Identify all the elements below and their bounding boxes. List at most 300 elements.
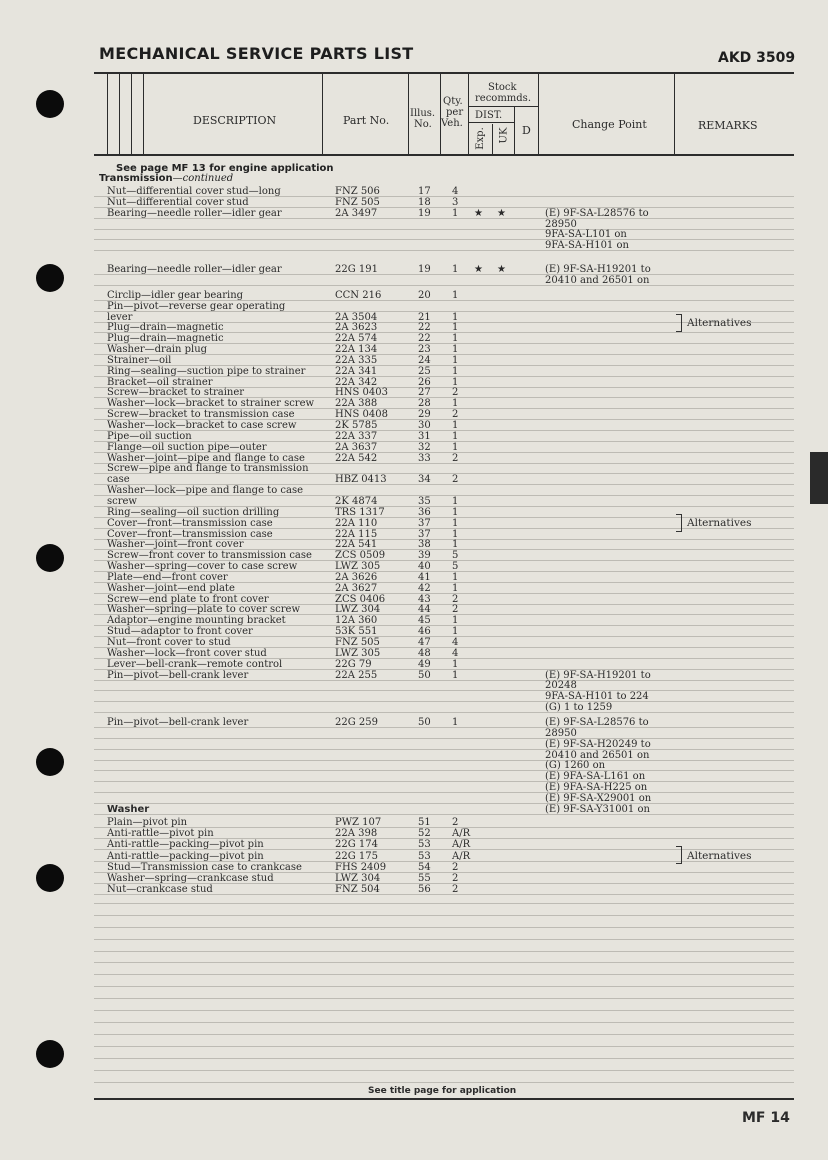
part-description: Nut—front cover to stud: [107, 637, 231, 648]
part-description: Screw—pipe and flange to transmission: [107, 463, 309, 475]
blank-rule: [94, 1070, 794, 1071]
blank-rule: [94, 939, 794, 940]
change-point: (E) 9F-SA-H20249 to: [545, 738, 651, 750]
column-divider: [119, 74, 120, 154]
part-number: 22G 79: [335, 658, 372, 670]
part-number: 2K 5785: [335, 420, 378, 431]
part-number: 2K 4874: [335, 495, 378, 507]
part-description: Flange—oil suction pipe—outer: [107, 441, 267, 453]
table-row: [0, 670, 828, 681]
quantity-per-vehicle: 1: [452, 333, 459, 345]
alternatives-remark: Alternatives: [687, 517, 752, 529]
part-description: Washer—lock—pipe and flange to case: [107, 485, 304, 497]
header-top-rule: [94, 72, 794, 74]
quantity-per-vehicle: 5: [452, 561, 459, 573]
part-description: Screw—end plate to front cover: [107, 593, 269, 605]
blank-rule: [94, 903, 794, 904]
illustration-number: 43: [418, 593, 431, 605]
table-row: [0, 691, 828, 702]
table-row: [0, 463, 828, 474]
footer-application-note: See title page for application: [368, 1086, 517, 1096]
table-row: [0, 702, 828, 713]
page-title: MECHANICAL SERVICE PARTS LIST: [99, 44, 414, 63]
illustration-number: 24: [418, 354, 431, 366]
table-row: [0, 442, 828, 453]
part-number: PWZ 107: [335, 817, 382, 828]
part-description: lever: [107, 311, 133, 323]
part-description: Stud—adaptor to front cover: [107, 626, 253, 638]
table-row: [0, 377, 828, 388]
quantity-per-vehicle: 1: [452, 264, 459, 276]
col-header-qty-per: per: [446, 107, 464, 118]
table-row: [0, 453, 828, 464]
quantity-per-vehicle: A/R: [452, 828, 471, 840]
quantity-per-vehicle: 1: [452, 669, 459, 681]
change-point: (E) 9F-SA-H19201 to: [545, 264, 651, 276]
quantity-per-vehicle: 1: [452, 289, 459, 301]
part-description: Washer—spring—plate to cover screw: [107, 604, 301, 616]
footer-rule: [94, 1098, 794, 1100]
part-number: 22G 191: [335, 264, 378, 276]
part-number: 2A 3627: [335, 582, 378, 594]
illustration-number: 36: [418, 506, 431, 518]
binder-hole: [36, 1040, 64, 1068]
row-rule: [94, 712, 794, 713]
blank-rule: [94, 962, 794, 963]
part-number: TRS 1317: [335, 506, 385, 518]
quantity-per-vehicle: 2: [452, 452, 459, 464]
col-header-remarks: REMARKS: [698, 119, 758, 132]
table-row: [0, 615, 828, 626]
table-row: [0, 496, 828, 507]
illustration-number: 27: [418, 387, 431, 399]
part-number: 22A 134: [335, 344, 378, 356]
dist-subrule: [468, 122, 514, 123]
part-description: Anti-rattle—packing—pivot pin: [107, 839, 264, 851]
column-divider: [131, 74, 132, 154]
table-row: [0, 219, 828, 230]
change-point: (G) 1 to 1259: [545, 702, 613, 714]
quantity-per-vehicle: 1: [452, 626, 459, 638]
part-description: Nut—differential cover stud: [107, 196, 249, 208]
table-row: [0, 229, 828, 240]
table-row: [0, 828, 828, 839]
table-row: [0, 550, 828, 561]
part-description: Nut—differential cover stud—long: [107, 186, 281, 197]
col-header-qty-veh: Veh.: [441, 118, 463, 129]
part-number: LWZ 305: [335, 561, 381, 573]
quantity-per-vehicle: 1: [452, 716, 459, 728]
quantity-per-vehicle: A/R: [452, 850, 471, 862]
illustration-number: 22: [418, 322, 431, 334]
quantity-per-vehicle: 1: [452, 528, 459, 540]
part-number: 22G 259: [335, 716, 378, 728]
illustration-number: 39: [418, 550, 431, 562]
col-header-d: D: [522, 124, 531, 137]
part-number: FNZ 505: [335, 196, 380, 208]
quantity-per-vehicle: 3: [452, 196, 459, 208]
illustration-number: 49: [418, 658, 431, 670]
part-description: Washer—spring—crankcase stud: [107, 873, 274, 884]
part-number: 53K 551: [335, 626, 378, 638]
alternatives-bracket: [676, 846, 682, 864]
table-row: [0, 539, 828, 550]
change-point: (E) 9F-SA-Y31001 on: [545, 803, 650, 815]
part-description: Anti-rattle—packing—pivot pin: [107, 850, 264, 862]
alternatives-remark: Alternatives: [687, 850, 752, 862]
table-row: [0, 275, 828, 286]
col-header-qty: Qty.: [443, 96, 463, 107]
table-row: [0, 431, 828, 442]
col-header-stock: Stock: [488, 82, 517, 93]
quantity-per-vehicle: 1: [452, 430, 459, 442]
quantity-per-vehicle: 1: [452, 441, 459, 453]
blank-rule: [94, 951, 794, 952]
illustration-number: 46: [418, 626, 431, 638]
quantity-per-vehicle: 2: [452, 604, 459, 616]
col-header-illus: Illus.: [410, 108, 436, 119]
quantity-per-vehicle: 1: [452, 495, 459, 507]
table-row: [0, 760, 828, 771]
illustration-number: 53: [418, 850, 431, 862]
group-heading: [99, 173, 233, 184]
table-row: [0, 333, 828, 344]
blank-rule: [94, 986, 794, 987]
table-row: [0, 680, 828, 691]
part-description: Pin—pivot—bell-crank lever: [107, 716, 249, 728]
column-divider: [322, 74, 323, 154]
part-description: Cover—front—transmission case: [107, 528, 273, 540]
part-description: Bearing—needle roller—idler gear: [107, 264, 282, 276]
part-number: 2A 3497: [335, 207, 378, 219]
part-number: 22A 341: [335, 365, 378, 377]
table-row: [0, 485, 828, 496]
part-number: 22A 337: [335, 430, 378, 442]
quantity-per-vehicle: 1: [452, 398, 459, 410]
table-row: [0, 240, 828, 251]
table-row: [0, 420, 828, 431]
column-divider: [514, 106, 515, 154]
table-row: [0, 604, 828, 615]
part-description: Screw—bracket to strainer: [107, 387, 245, 399]
table-row: [0, 659, 828, 670]
table-row: [0, 387, 828, 398]
engine-application-note: See page MF 13 for engine application: [116, 163, 334, 174]
part-description: Screw—bracket to transmission case: [107, 409, 295, 421]
blank-rule: [94, 1034, 794, 1035]
blank-rule: [94, 1046, 794, 1047]
part-description: Stud—Transmission case to crankcase: [107, 861, 302, 873]
quantity-per-vehicle: 1: [452, 658, 459, 670]
table-row: [0, 572, 828, 583]
column-divider: [107, 74, 108, 154]
change-point: 28950: [545, 218, 577, 230]
quantity-per-vehicle: 1: [452, 354, 459, 366]
row-rule: [94, 285, 794, 286]
table-row: [0, 648, 828, 659]
table-row: [0, 817, 828, 828]
part-description: Circlip—idler gear bearing: [107, 289, 244, 301]
stock-uk-star: ★: [497, 207, 506, 219]
illustration-number: 25: [418, 365, 431, 377]
part-description: Plain—pivot pin: [107, 817, 188, 828]
blank-rule: [94, 974, 794, 975]
change-point: (E) 9F-SA-L28576 to: [545, 716, 649, 728]
part-number: 22A 541: [335, 539, 378, 551]
part-description: Pin—pivot—reverse gear operating: [107, 300, 286, 312]
quantity-per-vehicle: 1: [452, 506, 459, 518]
quantity-per-vehicle: 2: [452, 873, 459, 884]
table-row: [0, 561, 828, 572]
illustration-number: 47: [418, 637, 431, 648]
quantity-per-vehicle: 1: [452, 571, 459, 583]
change-point: 20248: [545, 680, 577, 692]
quantity-per-vehicle: 2: [452, 817, 459, 828]
part-description: Washer—joint—front cover: [107, 539, 244, 551]
part-number: HBZ 0413: [335, 474, 387, 486]
quantity-per-vehicle: 1: [452, 365, 459, 377]
group-continued: —continued: [172, 173, 234, 184]
part-description: Pin—pivot—bell-crank lever: [107, 669, 249, 681]
blank-rule: [94, 1058, 794, 1059]
part-description: Washer—lock—front cover stud: [107, 647, 267, 659]
table-row: [0, 637, 828, 648]
part-number: ZCS 0406: [335, 593, 386, 605]
col-header-uk: UK: [498, 127, 510, 144]
part-description: Lever—bell-crank—remote control: [107, 658, 283, 670]
quantity-per-vehicle: 2: [452, 387, 459, 399]
table-row: [0, 839, 828, 850]
part-number: 22A 255: [335, 669, 378, 681]
change-point: 20410 and 26501 on: [545, 274, 650, 286]
quantity-per-vehicle: 2: [452, 884, 459, 896]
quantity-per-vehicle: 1: [452, 615, 459, 627]
illustration-number: 35: [418, 495, 431, 507]
part-number: 22A 388: [335, 398, 378, 410]
part-number: FNZ 504: [335, 884, 380, 896]
part-description: Cover—front—transmission case: [107, 517, 273, 529]
quantity-per-vehicle: A/R: [452, 839, 471, 851]
part-description: Washer—lock—bracket to strainer screw: [107, 398, 315, 410]
table-row: [0, 793, 828, 804]
row-rule: [94, 814, 794, 815]
change-point: (E) 9F-SA-L28576 to: [545, 207, 649, 219]
table-row: [0, 626, 828, 637]
quantity-per-vehicle: 2: [452, 861, 459, 873]
stock-uk-star: ★: [497, 264, 506, 276]
part-number: HNS 0408: [335, 409, 388, 421]
table-row: [0, 771, 828, 782]
change-point: (G) 1260 on: [545, 760, 606, 772]
illustration-number: 45: [418, 615, 431, 627]
part-description: case: [107, 474, 130, 486]
stock-export-star: ★: [474, 207, 483, 219]
part-number: 2A 3504: [335, 311, 378, 323]
washer-heading: Washer: [107, 804, 150, 815]
alternatives-remark: Alternatives: [687, 317, 752, 329]
part-description: Washer—lock—bracket to case screw: [107, 420, 297, 431]
illustration-number: 53: [418, 839, 431, 851]
group-name: Transmission: [99, 173, 173, 184]
part-number: LWZ 304: [335, 604, 381, 616]
change-point: (E) 9F-SA-X29001 on: [545, 792, 652, 804]
part-description: Plug—drain—magnetic: [107, 333, 224, 345]
part-number: 22A 115: [335, 528, 378, 540]
column-divider: [408, 74, 409, 154]
change-point: 9FA-SA-H101 to 224: [545, 691, 649, 703]
part-number: LWZ 304: [335, 873, 381, 884]
part-description: Plate—end—front cover: [107, 571, 228, 583]
illustration-number: 54: [418, 861, 431, 873]
col-header-illus-no: No.: [414, 119, 432, 130]
part-number: 22A 542: [335, 452, 378, 464]
quantity-per-vehicle: 4: [452, 637, 459, 648]
part-number: 2A 3626: [335, 571, 378, 583]
change-point: 20410 and 26501 on: [545, 749, 650, 761]
part-number: HNS 0403: [335, 387, 388, 399]
part-description: Nut—crankcase stud: [107, 884, 213, 896]
quantity-per-vehicle: 1: [452, 539, 459, 551]
col-header-recommds: recommds.: [475, 93, 531, 104]
illustration-number: 38: [418, 539, 431, 551]
illustration-number: 51: [418, 817, 431, 828]
blank-rule: [94, 1082, 794, 1083]
part-description: Screw—front cover to transmission case: [107, 550, 312, 562]
blank-rule: [94, 1010, 794, 1011]
table-row: [0, 186, 828, 197]
part-number: FNZ 505: [335, 637, 380, 648]
part-description: Plug—drain—magnetic: [107, 322, 224, 334]
table-row: [0, 264, 828, 275]
col-header-dist: DIST.: [475, 110, 503, 121]
table-row: [0, 197, 828, 208]
part-number: 12A 360: [335, 615, 378, 627]
illustration-number: 19: [418, 207, 431, 219]
illustration-number: 55: [418, 873, 431, 884]
illustration-number: 50: [418, 669, 431, 681]
table-row: [0, 301, 828, 312]
row-rule: [94, 250, 794, 251]
change-point: (E) 9FA-SA-H225 on: [545, 782, 648, 794]
table-row: [0, 529, 828, 540]
change-point: (E) 9F-SA-H19201 to: [545, 669, 651, 681]
illustration-number: 42: [418, 582, 431, 594]
table-row: [0, 884, 828, 895]
column-divider: [440, 74, 441, 154]
table-row: [0, 474, 828, 485]
quantity-per-vehicle: 1: [452, 582, 459, 594]
change-point: 9FA-SA-H101 on: [545, 240, 629, 252]
header-bottom-rule: [94, 154, 794, 156]
change-point: 28950: [545, 727, 577, 739]
illustration-number: 37: [418, 517, 431, 529]
page-number: MF 14: [742, 1110, 790, 1126]
quantity-per-vehicle: 2: [452, 409, 459, 421]
part-number: 22A 574: [335, 333, 378, 345]
part-description: Washer—joint—pipe and flange to case: [107, 452, 305, 464]
document-code: AKD 3509: [718, 50, 796, 66]
part-description: Adaptor—engine mounting bracket: [107, 615, 286, 627]
quantity-per-vehicle: 1: [452, 517, 459, 529]
column-divider: [468, 74, 469, 154]
part-number: CCN 216: [335, 289, 382, 301]
part-number: 22G 174: [335, 839, 378, 851]
binder-hole: [36, 90, 64, 118]
column-divider: [492, 124, 493, 154]
column-divider: [538, 74, 539, 154]
quantity-per-vehicle: 5: [452, 550, 459, 562]
part-description: screw: [107, 495, 137, 507]
col-header-change-point: Change Point: [572, 118, 647, 131]
part-description: Washer—spring—cover to case screw: [107, 561, 298, 573]
part-number: 22A 335: [335, 354, 378, 366]
part-number: 22A 398: [335, 828, 378, 840]
quantity-per-vehicle: 4: [452, 647, 459, 659]
illustration-number: 20: [418, 289, 431, 301]
blank-rule: [94, 998, 794, 999]
illustration-number: 17: [418, 186, 431, 197]
illustration-number: 29: [418, 409, 431, 421]
quantity-per-vehicle: 1: [452, 311, 459, 323]
table-row: [0, 290, 828, 301]
table-row: [0, 398, 828, 409]
table-row: [0, 355, 828, 366]
illustration-number: 21: [418, 311, 431, 323]
illustration-number: 31: [418, 430, 431, 442]
part-description: Bracket—oil strainer: [107, 376, 213, 388]
illustration-number: 52: [418, 828, 431, 840]
column-divider: [143, 74, 144, 154]
col-header-exp: Exp.: [474, 127, 486, 150]
quantity-per-vehicle: 1: [452, 207, 459, 219]
illustration-number: 44: [418, 604, 431, 616]
table-row: [0, 583, 828, 594]
illustration-number: 41: [418, 571, 431, 583]
illustration-number: 18: [418, 196, 431, 208]
illustration-number: 37: [418, 528, 431, 540]
table-row: [0, 717, 828, 728]
table-row: [0, 750, 828, 761]
blank-rule: [94, 915, 794, 916]
column-divider: [674, 74, 675, 154]
quantity-per-vehicle: 1: [452, 420, 459, 431]
part-number: 2A 3637: [335, 441, 378, 453]
table-row: [0, 208, 828, 219]
illustration-number: 23: [418, 344, 431, 356]
part-description: Washer—joint—end plate: [107, 582, 235, 594]
col-header-part-no: Part No.: [343, 114, 390, 127]
part-description: Pipe—oil suction: [107, 430, 192, 442]
illustration-number: 30: [418, 420, 431, 431]
illustration-number: 50: [418, 716, 431, 728]
col-header-description: DESCRIPTION: [193, 114, 277, 127]
part-number: 22A 110: [335, 517, 378, 529]
part-number: FHS 2409: [335, 861, 387, 873]
table-row: [0, 782, 828, 793]
alternatives-bracket: [676, 514, 682, 532]
illustration-number: 48: [418, 647, 431, 659]
part-number: 2A 3623: [335, 322, 378, 334]
blank-rule: [94, 927, 794, 928]
change-point: 9FA-SA-L101 on: [545, 229, 627, 241]
part-description: Bearing—needle roller—idler gear: [107, 207, 282, 219]
quantity-per-vehicle: 2: [452, 474, 459, 486]
part-description: Ring—sealing—oil suction drilling: [107, 506, 280, 518]
stock-subrule: [468, 106, 538, 107]
illustration-number: 56: [418, 884, 431, 896]
quantity-per-vehicle: 1: [452, 376, 459, 388]
table-row: [0, 873, 828, 884]
